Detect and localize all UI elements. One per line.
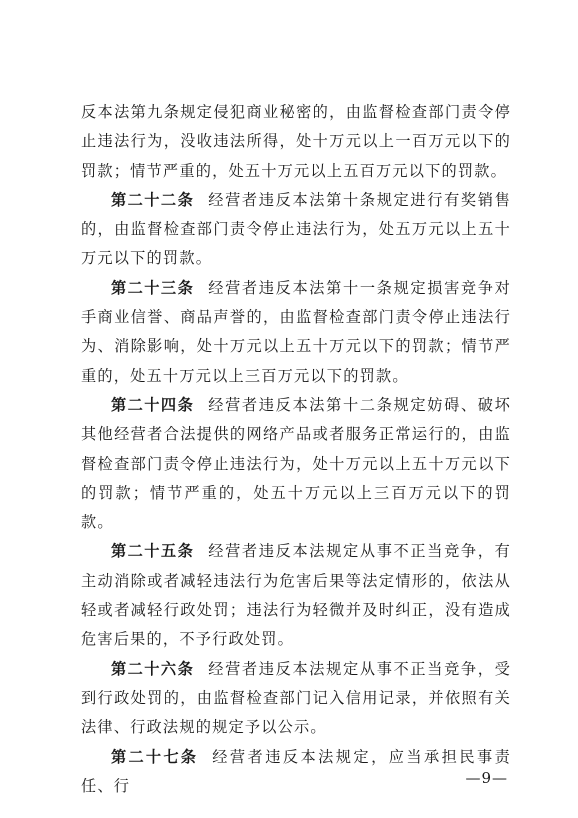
article-body: 经营者违反本法第十二条规定妨碍、破坏其他经营者合法提供的网络产品或者服务正常运行的，由监督检查部门责令停止违法行为，处十万元以上五十万元以下的罚款；情节严重的，处五十万元以上三百万元以下的罚款。 bbox=[81, 395, 511, 532]
article-body: 经营者违反本法第十条规定进行有奖销售的，由监督检查部门责令停止违法行为，处五万元以上五十万元以下的罚款。 bbox=[81, 190, 511, 268]
article-25 bbox=[81, 537, 511, 654]
article-heading: 第二十五条 bbox=[111, 542, 195, 561]
article-27 bbox=[81, 743, 511, 802]
article-heading: 第二十六条 bbox=[111, 659, 195, 678]
article-heading: 第二十三条 bbox=[111, 278, 195, 297]
article-body: 经营者违反本法规定从事不正当竞争，受到行政处罚的，由监督检查部门记入信用记录，并依照有关法律、行政法规的规定予以公示。 bbox=[81, 659, 511, 737]
article-heading: 第二十四条 bbox=[111, 395, 195, 414]
article-body: 经营者违反本法第十一条规定损害竞争对手商业信誉、商品声誉的，由监督检查部门责令停止违法行为、消除影响，处十万元以上五十万元以下的罚款；情节严重的，处五十万元以上三百万元以下的罚款。 bbox=[81, 278, 511, 385]
article-26 bbox=[81, 655, 511, 743]
continuation-paragraph: 反本法第九条规定侵犯商业秘密的，由监督检查部门责令停止违法行为，没收违法所得，处十万元以上一百万元以下的罚款；情节严重的，处五十万元以上五百万元以下的罚款。 bbox=[81, 103, 511, 180]
article-body: 经营者违反本法规定，应当承担民事责任、行 bbox=[81, 747, 512, 795]
article-heading: 第二十二条 bbox=[111, 190, 195, 209]
document-page bbox=[81, 98, 511, 801]
article-heading: 第二十七条 bbox=[111, 747, 199, 766]
article-22 bbox=[81, 186, 511, 274]
article-24 bbox=[81, 391, 511, 537]
article-23 bbox=[81, 274, 511, 391]
page-number: —9— bbox=[465, 769, 508, 787]
article-body: 经营者违反本法规定从事不正当竞争，有主动消除或者减轻违法行为危害后果等法定情形的，依法从轻或者减轻行政处罚；违法行为轻微并及时纠正，没有造成危害后果的，不予行政处罚。 bbox=[81, 542, 511, 649]
